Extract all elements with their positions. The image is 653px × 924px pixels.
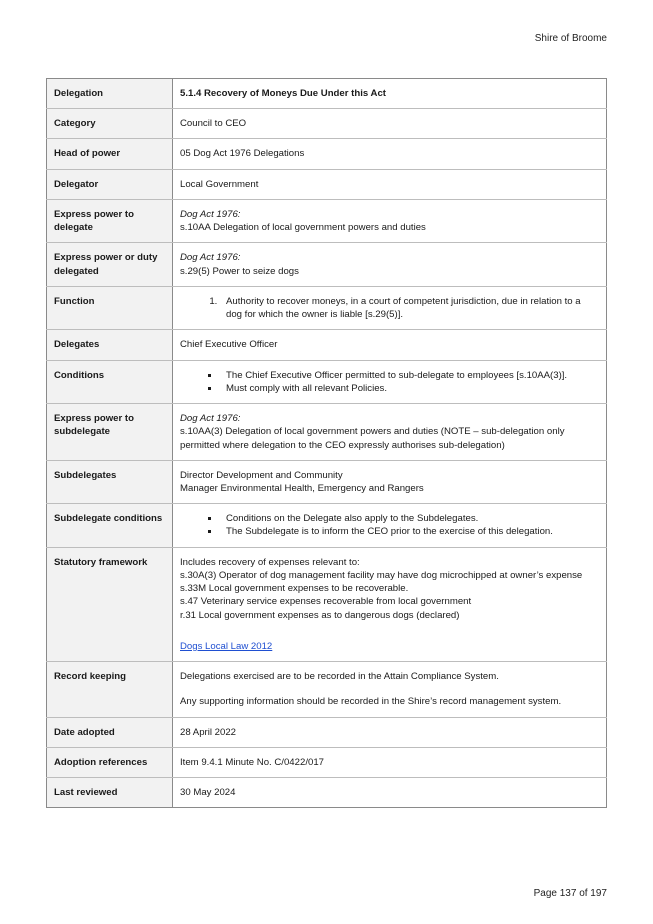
table-row <box>47 747 607 777</box>
act-name: Dog Act 1976: <box>180 413 241 425</box>
category-value: Council to CEO <box>173 109 607 139</box>
table-row <box>47 286 607 329</box>
adoption-references-value: Item 9.4.1 Minute No. C/0422/017 <box>173 747 607 777</box>
row-label: Last reviewed <box>47 778 173 808</box>
date-adopted-value: 28 April 2022 <box>173 717 607 747</box>
row-label: Category <box>47 109 173 139</box>
list-item: ▪ Conditions on the Delegate also apply to the Subdelegates. <box>220 512 599 525</box>
table-row <box>47 404 607 461</box>
page-number: Page 137 of 197 <box>533 888 607 900</box>
row-label: Express power to delegate <box>47 199 173 242</box>
table-row <box>47 199 607 242</box>
head-of-power-value: 05 Dog Act 1976 Delegations <box>173 139 607 169</box>
delegator-value: Local Government <box>173 169 607 199</box>
conditions-value <box>173 360 607 403</box>
spacer <box>180 683 599 695</box>
framework-line: r.31 Local government expenses as to dangerous dogs (declared) <box>180 609 460 621</box>
table-row <box>47 717 607 747</box>
framework-line: s.30A(3) Operator of dog management facility may have dog microchipped at owner’s expense <box>180 569 583 581</box>
list-item: ▪ Must comply with all relevant Policies. <box>220 382 599 395</box>
section-text: s.29(5) Power to seize dogs <box>180 265 299 277</box>
subdelegates-value <box>173 460 607 503</box>
framework-line: Includes recovery of expenses relevant to: <box>180 556 360 568</box>
section-text: s.10AA Delegation of local government powers and duties <box>180 222 426 234</box>
act-name: Dog Act 1976: <box>180 252 241 264</box>
row-label: Function <box>47 286 173 329</box>
list-item: ▪ The Subdelegate is to inform the CEO prior to the exercise of this delegation. <box>220 525 599 538</box>
subdelegate-conditions-value <box>173 504 607 547</box>
table-row <box>47 139 607 169</box>
table-row <box>47 547 607 661</box>
delegation-title: 5.1.4 Recovery of Moneys Due Under this Act <box>173 79 607 109</box>
table-row <box>47 460 607 503</box>
record-keeping-line: Delegations exercised are to be recorded in the Attain Compliance System. <box>180 671 499 683</box>
row-label: Statutory framework <box>47 547 173 661</box>
table-row <box>47 778 607 808</box>
table-row <box>47 243 607 286</box>
record-keeping-line: Any supporting information should be recorded in the Shire’s record management system. <box>180 696 562 708</box>
table-row <box>47 109 607 139</box>
table-row <box>47 169 607 199</box>
framework-line: s.33M Local government expenses to be recoverable. <box>180 583 409 595</box>
function-list <box>180 295 599 321</box>
row-label: Head of power <box>47 139 173 169</box>
document-header-org: Shire of Broome <box>534 33 607 44</box>
delegates-value: Chief Executive Officer <box>173 330 607 360</box>
subdelegate-line: Manager Environmental Health, Emergency and Rangers <box>180 482 424 494</box>
row-label: Date adopted <box>47 717 173 747</box>
delegation-table <box>46 78 607 808</box>
list-item: 1. Authority to recover moneys, in a court of competent jurisdiction, due in relation to a dog for which the owner is liable [s.29(5)]. <box>220 295 599 321</box>
table-row <box>47 330 607 360</box>
subdelegate-conditions-list <box>180 512 599 538</box>
list-item: ▪ The Chief Executive Officer permitted to sub-delegate to employees [s.10AA(3)]. <box>220 369 599 382</box>
row-label: Express power to subdelegate <box>47 404 173 461</box>
table-row <box>47 504 607 547</box>
row-label: Adoption references <box>47 747 173 777</box>
framework-line: s.47 Veterinary service expenses recoverable from local government <box>180 596 472 608</box>
conditions-list <box>180 369 599 395</box>
row-label: Delegates <box>47 330 173 360</box>
row-label: Delegator <box>47 169 173 199</box>
dogs-local-law-link[interactable]: Dogs Local Law 2012 <box>180 640 273 652</box>
table-row <box>47 360 607 403</box>
function-value <box>173 286 607 329</box>
table-row <box>47 662 607 717</box>
table-row <box>47 79 607 109</box>
statutory-framework-value <box>173 547 607 661</box>
record-keeping-value <box>173 662 607 717</box>
subdelegate-line: Director Development and Community <box>180 469 343 481</box>
row-label: Conditions <box>47 360 173 403</box>
row-label: Subdelegate conditions <box>47 504 173 547</box>
row-label: Express power or duty delegated <box>47 243 173 286</box>
express-power-subdelegate-value <box>173 404 607 461</box>
express-power-duty-value <box>173 243 607 286</box>
row-label: Delegation <box>47 79 173 109</box>
spacer <box>180 622 599 640</box>
row-label: Record keeping <box>47 662 173 717</box>
express-power-delegate-value <box>173 199 607 242</box>
row-label: Subdelegates <box>47 460 173 503</box>
last-reviewed-value: 30 May 2024 <box>173 778 607 808</box>
act-name: Dog Act 1976: <box>180 208 241 220</box>
section-text: s.10AA(3) Delegation of local government powers and duties (NOTE – sub-delegation only permitted where delegation to the CEO expressly authorises sub-delegation) <box>180 426 565 451</box>
